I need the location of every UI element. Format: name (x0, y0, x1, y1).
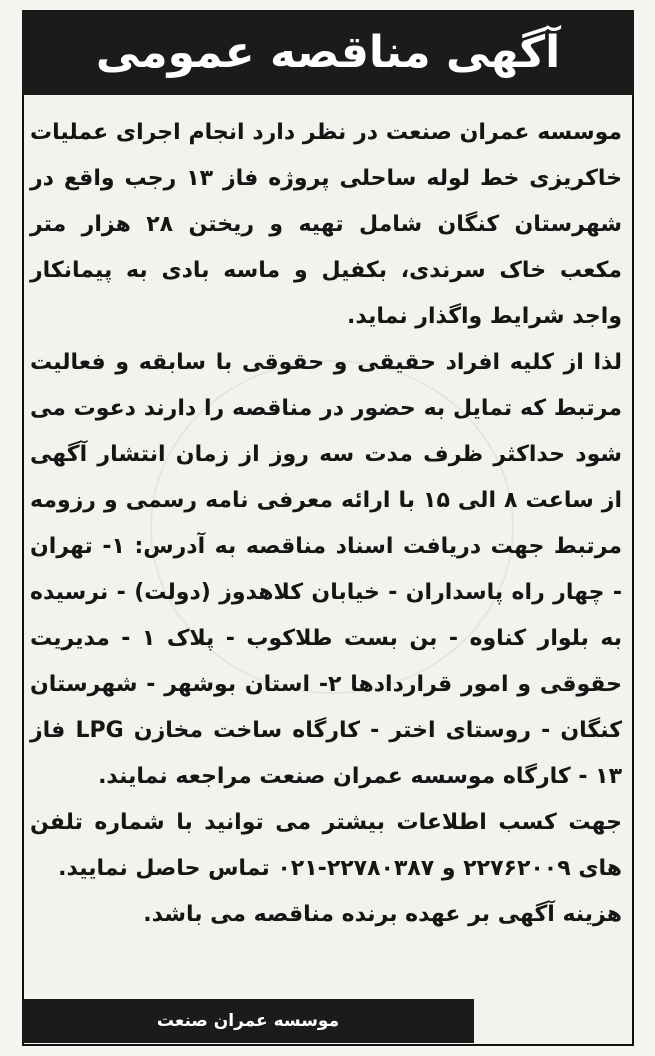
ad-body (30, 110, 622, 938)
paragraph-intro: موسسه عمران صنعت در نظر دارد انجام اجرای عملیات خاکریزی خط لوله ساحلی پروژه فاز ۱۳ رجب واقع در شهرستان کنگان شامل تهیه و ریختن ۲۸ هزار متر مکعب خاک سرندی، بکفیل و ماسه بادی به پیمانکار واجد شرایط واگذار نماید. (30, 120, 622, 329)
paragraph-cost: هزینه آگهی بر عهده برنده مناقصه می باشد. (143, 902, 622, 927)
signature: موسسه عمران صنعت (156, 1011, 340, 1031)
ad-title: آگهی مناقصه عمومی (95, 27, 561, 78)
ad-footer (22, 999, 474, 1043)
paragraph-invitation: لذا از کلیه افراد حقیقی و حقوقی با سابقه و فعالیت مرتبط که تمایل به حضور در مناقصه را دارند دعوت می شود حداکثر ظرف مدت سه روز از زمان انتشار آگهی از ساعت ۸ الی ۱۵ با ارائه معرفی نامه رسمی و رزومه مرتبط جهت دریافت اسناد مناقصه به آدرس: ۱- تهران - چهار راه پاسداران - خیابان کلاهدوز (دولت) - نرسیده به بلوار کناوه - بن بست طلاکوب - پلاک ۱ - مدیریت حقوقی و امور قراردادها ۲- استان بوشهر - شهرستان کنگان - روستای اختر - کارگاه ساخت مخازن LPG فاز ۱۳ - کارگاه موسسه عمران صنعت مراجعه نمایند. (30, 350, 623, 789)
ad-header (22, 10, 634, 95)
paragraph-contact: جهت کسب اطلاعات بیشتر می توانید با شماره تلفن های ۲۲۷۶۲۰۰۹ و ۲۲۷۸۰۳۸۷-۰۲۱ تماس حاصل نمایید. (30, 810, 622, 881)
